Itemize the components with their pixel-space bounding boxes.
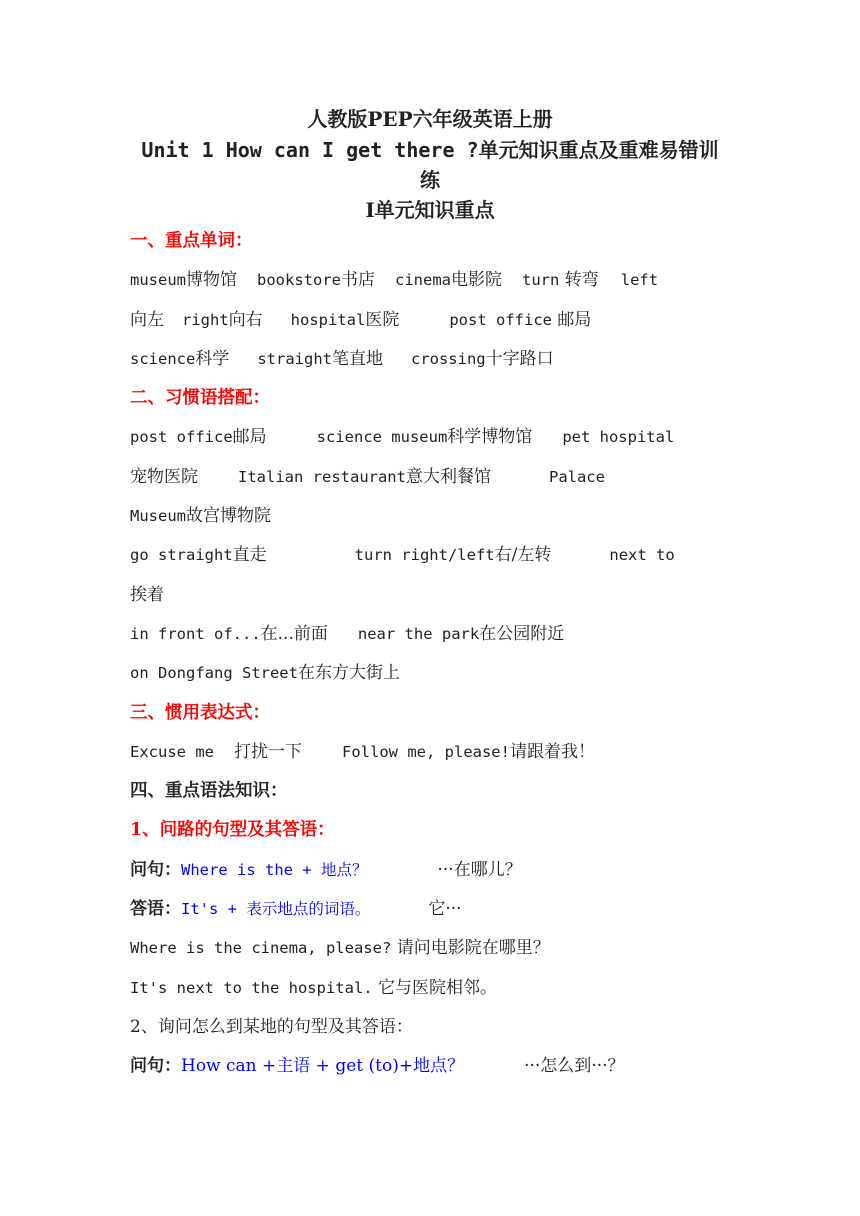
phrase-cn: 在公园附近	[479, 623, 565, 644]
phrase-cn: 科学博物馆	[447, 427, 533, 448]
word-en: turn	[522, 271, 560, 290]
phrase-line-5	[130, 576, 735, 615]
expression-en: Follow me, please!	[342, 742, 510, 761]
vocab-line-1	[130, 261, 735, 300]
word-en: left	[620, 271, 659, 290]
phrase-cn: 邮局	[232, 427, 267, 448]
word-cn: 医院	[365, 309, 400, 330]
word-cn: 向左	[130, 309, 164, 330]
phrase-en: Museum	[130, 507, 186, 526]
question-label: 问句：	[130, 859, 181, 880]
word-cn: 书店	[341, 270, 375, 291]
phrase-en: Italian restaurant	[238, 467, 406, 486]
subsection1-heading: 1、问路的句型及其答语：	[130, 820, 335, 841]
doc-title-unit: Unit 1 How can I get there ?	[141, 138, 479, 162]
phrase-cn: 在东方大街上	[297, 663, 400, 684]
phrase-cn: 在...前面	[260, 623, 328, 644]
word-cn: 博物馆	[186, 270, 237, 291]
phrase-cn: 挨着	[130, 584, 164, 605]
answer-meaning: 它···	[428, 899, 462, 920]
phrase-en: next to	[609, 546, 675, 565]
phrase-en: near the park	[357, 624, 480, 643]
word-en: post office	[449, 310, 552, 329]
section-title: Ⅰ单元知识重点	[365, 198, 495, 222]
example-answer-line	[130, 969, 735, 1008]
example-answer-cn: 它与医院相邻。	[378, 977, 498, 998]
word-cn: 向右	[228, 309, 263, 330]
example-question-en: Where is the cinema, please?	[130, 939, 392, 958]
phrase-line-2	[130, 458, 735, 497]
phrase-cn: 宠物医院	[130, 466, 198, 487]
phrase-line-4	[130, 536, 735, 575]
question-meaning: ···怎么到···？	[524, 1056, 625, 1077]
expression-en: Excuse me	[130, 742, 214, 761]
question-meaning: ···在哪儿？	[437, 859, 522, 880]
word-cn: 电影院	[451, 270, 502, 291]
word-en: right	[182, 310, 229, 329]
phrase-en: turn right/left	[354, 546, 495, 565]
doc-title-line3: 练	[420, 168, 440, 192]
word-cn: 邮局	[557, 309, 592, 330]
doc-title-subtitle: 单元知识重点及重难易错训	[478, 138, 719, 162]
phrase-en: science museum	[316, 428, 448, 447]
answer-pattern-line	[130, 890, 735, 929]
word-en: hospital	[290, 310, 366, 329]
phrase-cn: 右/左转	[494, 545, 552, 566]
word-cn: 转弯	[564, 270, 599, 291]
word-en: museum	[130, 271, 186, 290]
phrase-en: go straight	[130, 546, 233, 565]
phrase-cn: 故宫博物院	[186, 506, 271, 527]
word-cn: 科学	[195, 348, 230, 369]
phrase-en: on Dongfang Street	[130, 664, 298, 683]
phrase-line-6	[130, 615, 735, 654]
section4-heading: 四、重点语法知识：	[130, 781, 288, 802]
question-pattern: Where is the + 地点？	[181, 860, 368, 879]
phrase-en: pet hospital	[562, 428, 675, 447]
section1-heading: 一、重点单词：	[130, 231, 253, 251]
phrase-cn: 直走	[232, 545, 267, 566]
phrase-cn: 意大利餐馆	[405, 466, 491, 487]
vocab-line-2	[130, 301, 735, 340]
expression-cn: 请跟着我！	[509, 741, 595, 762]
phrase-line-1	[130, 418, 735, 457]
phrase-en: Palace	[548, 467, 605, 486]
example-answer-en: It's next to the hospital.	[130, 978, 373, 997]
example-question-cn: 请问电影院在哪里？	[396, 938, 550, 959]
vocab-line-3	[130, 340, 735, 379]
section3-heading: 三、惯用表达式：	[130, 702, 270, 723]
question-pattern-line	[130, 851, 735, 890]
doc-title-line2	[120, 135, 740, 165]
document-body	[130, 222, 735, 1087]
word-cn: 笔直地	[331, 348, 383, 369]
word-en: crossing	[410, 349, 486, 368]
example-question-line	[130, 929, 735, 968]
answer-label: 答语：	[130, 899, 181, 920]
phrase-en: post office	[130, 428, 233, 447]
question-label: 问句：	[130, 1056, 181, 1077]
doc-title-line1: 人教版PEP六年级英语上册	[307, 107, 553, 131]
expression-line	[130, 733, 735, 772]
question2-pattern-line	[130, 1047, 735, 1086]
word-en: bookstore	[257, 271, 341, 290]
phrase-en: in front of...	[130, 624, 261, 643]
word-en: cinema	[395, 271, 451, 290]
phrase-line-7	[130, 654, 735, 693]
answer-pattern: It's + 表示地点的词语。	[181, 900, 371, 919]
expression-cn: 打扰一下	[234, 741, 302, 762]
subsection2-heading: 2、询问怎么到某地的句型及其答语：	[130, 1016, 413, 1037]
question-pattern: How can +主语 + get (to)+地点？	[181, 1056, 465, 1077]
word-en: science	[130, 349, 196, 368]
word-cn: 十字路口	[485, 348, 554, 369]
phrase-line-3	[130, 497, 735, 536]
word-en: straight	[257, 349, 332, 368]
section2-heading: 二、习惯语搭配：	[130, 388, 270, 409]
